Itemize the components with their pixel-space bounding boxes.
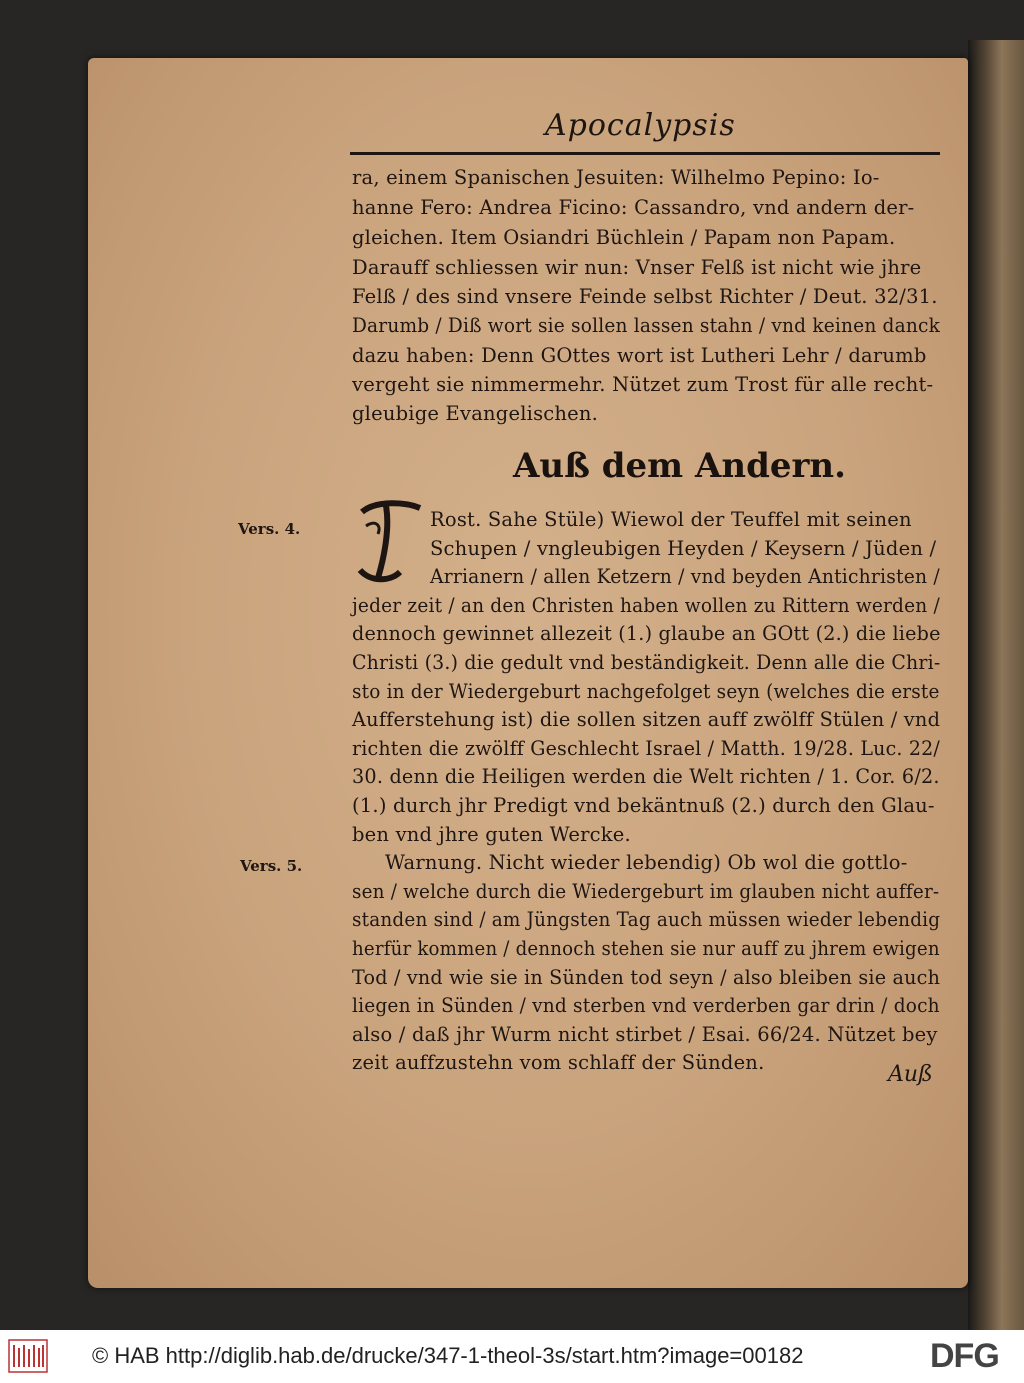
text-line: hanne Fero: Andrea Ficino: Cassandro, vnd andern der- [352, 196, 915, 219]
text-line: Tod / vnd wie sie in Sünden tod seyn / also bleiben sie auch [352, 966, 941, 989]
text-line: Christi (3.) die gedult vnd beständigkeit. Denn alle die Chri- [352, 651, 941, 674]
margin-note-vers-4: Vers. 4. [238, 520, 301, 538]
margin-note-vers-5: Vers. 5. [240, 857, 303, 875]
text-line: sen / welche durch die Wiedergeburt im glauben nicht auffer- [352, 880, 940, 903]
text-line: zeit auffzustehn vom schlaff der Sünden. [352, 1051, 765, 1074]
running-head: Apocalypsis [545, 108, 736, 143]
adjacent-page-edge [968, 40, 1024, 1330]
text-line: herfür kommen / dennoch stehen sie nur auff zu jhrem ewigen [352, 937, 940, 960]
text-line: vergeht sie nimmermehr. Nützet zum Trost für alle recht- [352, 373, 934, 396]
text-line: jeder zeit / an den Christen haben wollen zu Rittern werden / [352, 594, 940, 617]
text-line: also / daß jhr Wurm nicht stirbet / Esai. 66/24. Nützet bey [352, 1023, 938, 1046]
header-rule [350, 152, 940, 155]
text-line: Felß / des sind vnsere Feinde selbst Richter / Deut. 32/31. [352, 285, 938, 308]
text-line: Arrianern / allen Ketzern / vnd beyden Antichristen / [430, 565, 940, 588]
text-line: ben vnd jhre guten Wercke. [352, 823, 631, 846]
text-line: (1.) durch jhr Predigt vnd bekäntnuß (2.) durch den Glau- [352, 794, 935, 817]
text-line: sto in der Wiedergeburt nachgefolget seyn (welches die erste [352, 680, 940, 703]
text-line: ra, einem Spanischen Jesuiten: Wilhelmo Pepino: Io- [352, 166, 880, 189]
section-heading: Auß dem Andern. [513, 446, 846, 486]
text-line: gleichen. Item Osiandri Büchlein / Papam non Papam. [352, 226, 896, 249]
dfg-logo: DFG [930, 1337, 999, 1375]
text-line: gleubige Evangelischen. [352, 402, 599, 425]
text-line: Darauff schliessen wir nun: Vnser Felß ist nicht wie jhre [352, 256, 922, 279]
text-line: richten die zwölff Geschlecht Israel / Matth. 19/28. Luc. 22/ [352, 737, 941, 760]
text-line: liegen in Sünden / vnd sterben vnd verderben gar drin / doch [352, 994, 940, 1017]
text-line: Darumb / Diß wort sie sollen lassen stahn / vnd keinen danck [352, 314, 941, 337]
drop-cap-ornament [356, 498, 424, 584]
catchword: Auß [888, 1062, 933, 1087]
copyright-url[interactable]: © HAB http://diglib.hab.de/drucke/347-1-theol-3s/start.htm?image=00182 [92, 1343, 804, 1368]
text-line: Aufferstehung ist) die sollen sitzen auff zwölff Stülen / vnd [352, 708, 941, 731]
viewer-footer [0, 1330, 1024, 1383]
text-line: Warnung. Nicht wieder lebendig) Ob wol die gottlo- [385, 851, 908, 874]
text-line: dennoch gewinnet allezeit (1.) glaube an GOtt (2.) die liebe [352, 622, 941, 645]
dfg-viewer-icon[interactable] [8, 1339, 48, 1373]
text-line: Schupen / vngleubigen Heyden / Keysern / Jüden / [430, 537, 937, 560]
text-line: 30. denn die Heiligen werden die Welt richten / 1. Cor. 6/2. [352, 765, 940, 788]
text-line: dazu haben: Denn GOttes wort ist Lutheri Lehr / darumb [352, 344, 927, 367]
text-line: Rost. Sahe Stüle) Wiewol der Teuffel mit seinen [430, 508, 912, 531]
text-line: standen sind / am Jüngsten Tag auch müssen wieder lebendig [352, 908, 941, 931]
